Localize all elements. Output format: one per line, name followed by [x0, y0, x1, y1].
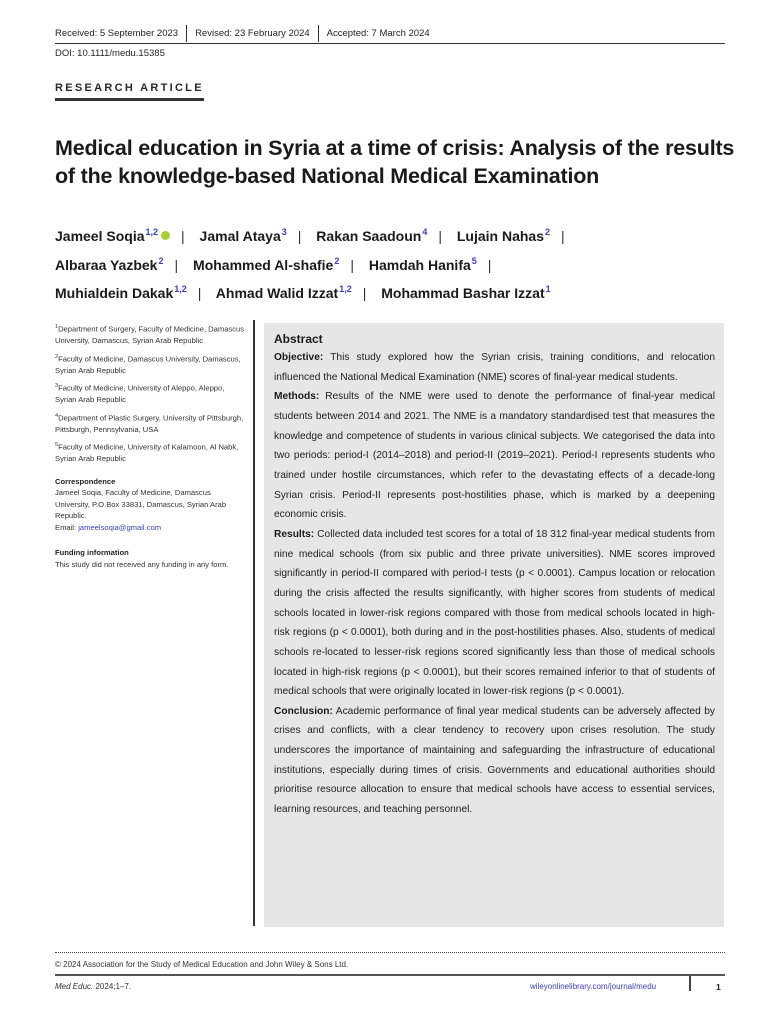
orcid-icon[interactable]: [161, 231, 170, 240]
footer-rule: [55, 974, 725, 976]
footer-dotted-rule: [55, 952, 725, 953]
revised-date: Revised: 23 February 2024: [195, 28, 310, 39]
author[interactable]: Muhialdein Dakak$^{1,2}$: [55, 284, 187, 301]
affiliation: $^1$Department of Surgery, Faculty of Medicine, Damascus University, Damascus, Syrian Arab Republic: [55, 324, 245, 346]
accepted-date: Accepted: 7 March 2024: [326, 28, 430, 39]
affiliation: $^2$Faculty of Medicine, Damascus University, Damascus, Syrian Arab Republic: [55, 353, 241, 375]
page-number: 1: [716, 982, 721, 992]
funding-heading: Funding information: [55, 548, 129, 558]
article-sidebar: [55, 322, 245, 570]
funding-text: This study did not received any funding in any form.: [55, 559, 229, 569]
email-link[interactable]: jameelsoqia@gmail.com: [78, 522, 162, 532]
correspondence-heading: Correspondence: [55, 476, 116, 486]
column-divider: [253, 320, 255, 926]
affiliation: $^4$Department of Plastic Surgery, University of Pittsburgh, Pittsburgh, Pennsylvania, USA: [55, 412, 244, 434]
author[interactable]: Jameel Soqia$^{1,2}$: [55, 228, 170, 244]
journal-citation: Med Educ. 2024;1–7.: [55, 982, 132, 991]
correspondence-text: Jameel Soqia, Faculty of Medicine, Damascus University, P.O.Box 33831, Damascus, Syrian Arab Republic.: [55, 488, 227, 521]
author[interactable]: Mohammad Bashar Izzat$^1$: [381, 284, 551, 301]
abstract-box: [264, 323, 724, 927]
abstract-heading: Abstract: [274, 332, 323, 346]
author[interactable]: Albaraa Yazbek$^2$: [55, 255, 164, 273]
author-list: Jameel Soqia$^{1,2}$ | Jamal Ataya$^3$ | Rakan Saadoun$^4$ | Lujain Nahas$^2$ | Albaraa Yazbek$^2$ | Mohammed Al-shafie$^2$ | Hamdah Hanifa$^5$ | Muhialdein Dakak$^{1,2}$ | Ahmad Walid Izzat$^{1,2}$ | Mohammad Bashar Izzat$^1$: [55, 227, 565, 301]
abstract-objective: Objective: This study explored how the Syrian crisis, training conditions, and relocation influenced the National Medical Examination (NME) scores of final-year medical students.: [274, 352, 715, 383]
author[interactable]: Rakan Saadoun$^4$: [316, 227, 428, 244]
abstract-conclusion: Conclusion: Academic performance of final year medical students can be adversely affected by crises and conflicts, with a clear tendency to recovery upon crises resolution. The study underscores the importance of maintaining and safeguarding the infrastructure of educational institutions, especially during times of crisis. Governments and educational authorities should prioritise resource allocation to ensure that medical schools have access to essential services, learning resources, and teaching personnel.: [274, 705, 715, 816]
doi[interactable]: DOI: 10.1111/medu.15385: [55, 48, 165, 59]
received-date: Received: 5 September 2023: [55, 28, 179, 39]
affiliation: $^5$Faculty of Medicine, University of Kalamoon, Al Nabk, Syrian Arab Republic: [55, 442, 239, 464]
publication-dates: [55, 27, 725, 44]
article-type-label: RESEARCH ARTICLE: [55, 82, 204, 101]
divider: [689, 976, 691, 991]
abstract-methods: Methods: Results of the NME were used to denote the performance of final-year medical students between 2014 and 2021. The NME is a mandatory standardised test that measures the knowledge and competence of students in various clinical subjects. We categorised the data into two periods: period-I (2014–2018) and period-II (2019–2021). Period-I represents students who trained under hostile circumstances, which refer to the devastating effects of a decade-long Syrian crisis. Period-II represents post-hostilities phase, which is marked by a deepening economic crisis.: [274, 391, 715, 521]
abstract-results: Results: Collected data included test scores for a total of 18 312 final-year medical students from nine medical schools (from six public and three private universities). NME scores improved significantly in period-II compared with period-I tests (p < 0.0001). Campus location or relocation during the crisis affected the results significantly, with higher scores from students of medical schools located in lower-risk regions compared with those from medical schools located in high-risk regions (p < 0.0001), both during and in the post-hostilities phases. Also, students of medical schools re-located to lesser-risk regions scored significantly less than those of medical schools located in high-risk regions (p < 0.0001), but their scores remained inferior to that of students of medical schools that were originally located in lower-risk regions (p < 0.0001).: [274, 528, 715, 698]
email-line: Email: jameelsoqia@gmail.com: [55, 522, 162, 532]
journal-url-link[interactable]: wileyonlinelibrary.com/journal/medu: [530, 982, 657, 991]
copyright-notice: © 2024 Association for the Study of Medical Education and John Wiley & Sons Ltd.: [55, 960, 349, 969]
article-title: Medical education in Syria at a time of crisis: Analysis of the results of the knowledge-based National Medical Examination: [55, 136, 735, 188]
author[interactable]: Hamdah Hanifa$^5$: [368, 255, 477, 273]
author[interactable]: Mohammed Al-shafie$^2$: [193, 255, 340, 273]
author[interactable]: Ahmad Walid Izzat$^{1,2}$: [215, 284, 352, 301]
author[interactable]: Lujain Nahas$^2$: [456, 227, 551, 244]
affiliation: $^3$Faculty of Medicine, University of Aleppo, Aleppo, Syrian Arab Republic: [55, 383, 225, 405]
author[interactable]: Jamal Ataya$^3$: [199, 227, 287, 244]
